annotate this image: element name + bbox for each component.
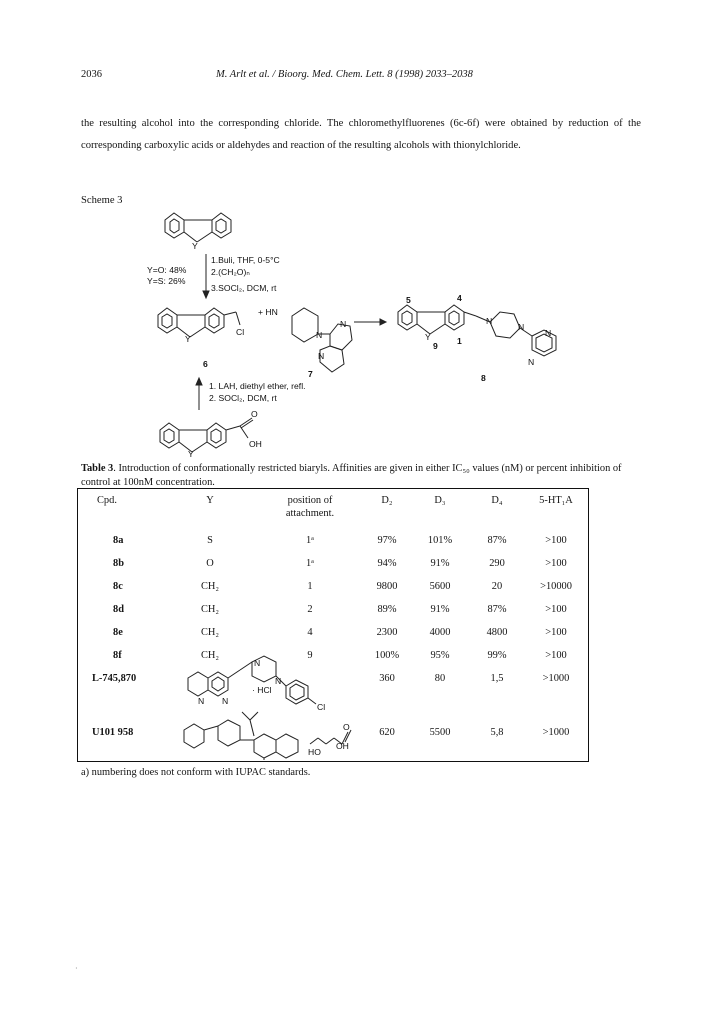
ho-label: HO xyxy=(308,747,321,757)
header-position-line1: position of xyxy=(287,495,333,506)
step-bottom-2: 2. SOCl₂, DCM, rt xyxy=(209,393,277,403)
cell-position: 1ᵃ xyxy=(305,558,315,569)
n-label-8a: N xyxy=(486,316,493,326)
scheme-y-bottom: Y xyxy=(188,449,194,459)
hcl-label: · HCl xyxy=(252,685,272,695)
scheme-y-8: Y xyxy=(425,332,431,342)
chloride-label: Cl xyxy=(236,327,245,337)
cell-5ht1a: >100 xyxy=(545,535,567,546)
table-caption xyxy=(81,462,641,490)
cell-position: 1ᵃ xyxy=(305,535,315,546)
body-paragraph: the resulting alcohol into the corresponding chloride. The chloromethylfluorenes (6c-6f) were obtained by reduction of the corresponding carboxylic acids or aldehydes and reaction of the resulting alcohols with thionylchloride. xyxy=(81,118,641,151)
yield-oxygen: Y=O: 48% xyxy=(147,265,187,275)
n-label-l745-a: N xyxy=(198,696,205,706)
compound-6-structure xyxy=(158,308,240,337)
cell-position: 1 xyxy=(307,581,313,592)
position-9: 9 xyxy=(433,341,438,351)
cell-cpd: U101 958 xyxy=(92,727,134,738)
cell-y: CH₂ xyxy=(200,627,220,638)
scheme-y-6: Y xyxy=(185,334,191,344)
cell-y: CH₂ xyxy=(200,581,220,592)
cell-d2: 360 xyxy=(379,673,395,684)
cell-d3: 91% xyxy=(430,604,450,615)
cell-d4: 99% xyxy=(487,650,507,661)
n-label-8b: N xyxy=(518,322,525,332)
header-d3: D₃ xyxy=(434,495,446,506)
n-label-l745-b: N xyxy=(222,696,229,706)
cell-5ht1a: >1000 xyxy=(542,727,570,738)
cell-d4: 5,8 xyxy=(490,727,504,738)
cell-d3: 101% xyxy=(427,535,453,546)
position-5: 5 xyxy=(406,295,411,305)
header-5ht1a: 5-HT₁A xyxy=(539,495,573,506)
cell-d4: 20 xyxy=(491,581,503,592)
step-top-3: 3.SOCl₂, DCM, rt xyxy=(211,283,277,293)
cell-5ht1a: >100 xyxy=(545,650,567,661)
cell-cpd: 8d xyxy=(113,604,124,615)
step-top-2: 2.(CH₂O)ₙ xyxy=(211,267,250,277)
header-y: Y xyxy=(206,495,214,506)
compound-8-label: 8 xyxy=(481,373,486,383)
chloride-label-l745: Cl xyxy=(317,702,326,712)
cell-d2: 9800 xyxy=(376,581,398,592)
cell-d4: 4800 xyxy=(486,627,508,638)
cell-cpd: L-745,870 xyxy=(92,673,137,684)
down-arrow-head xyxy=(203,291,209,298)
table-footnote: a) numbering does not conform with IUPAC standards. xyxy=(81,767,311,778)
cell-cpd: 8e xyxy=(113,627,123,638)
cell-d2: 100% xyxy=(374,650,400,661)
n-label-7c: N xyxy=(318,351,325,361)
cell-d2: 94% xyxy=(377,558,397,569)
compound-8-structure xyxy=(398,305,556,356)
header-position-line2: attachment. xyxy=(285,508,335,519)
running-head: M. Arlt et al. / Bioorg. Med. Chem. Lett. 8 (1998) 2033–2038 xyxy=(216,69,473,80)
header-position xyxy=(265,494,355,520)
cell-position: 9 xyxy=(307,650,313,661)
cell-d3: 80 xyxy=(434,673,446,684)
cell-y: CH₂ xyxy=(200,650,220,661)
scheme-y-top: Y xyxy=(192,241,198,251)
cell-5ht1a: >100 xyxy=(545,558,567,569)
up-arrow-head xyxy=(196,378,202,385)
cell-position: 2 xyxy=(307,604,313,615)
cell-5ht1a: >100 xyxy=(545,627,567,638)
scheme-title: Scheme 3 xyxy=(81,195,123,206)
yield-sulfur: Y=S: 26% xyxy=(147,276,186,286)
n-label-l745-d: N xyxy=(275,676,282,686)
header-cpd: Cpd. xyxy=(97,495,117,506)
header-d2: D₂ xyxy=(381,495,393,506)
step-top-1: 1.Buli, THF, 0-5°C xyxy=(211,255,280,265)
n-label-7a: N xyxy=(316,330,323,340)
cell-cpd: 8c xyxy=(113,581,123,592)
compound-6-label: 6 xyxy=(203,359,208,369)
cell-d3: 95% xyxy=(430,650,450,661)
cell-d4: 290 xyxy=(489,558,505,569)
scheme-3-drawing xyxy=(0,0,711,460)
oh-label-u101: OH xyxy=(336,741,349,751)
cell-position: 4 xyxy=(307,627,313,638)
cell-d2: 620 xyxy=(379,727,395,738)
table-caption-label: Table 3 xyxy=(81,463,114,474)
margin-mark: · xyxy=(75,964,78,973)
table-caption-text: . Introduction of conformationally restricted biaryls. Affinities are given in either IC₅₀ values (nM) or percent inhibition of control at 100nM concentration. xyxy=(81,463,622,488)
n-label-8c: N xyxy=(545,328,552,338)
cell-cpd: 8b xyxy=(113,558,124,569)
cell-5ht1a: >1000 xyxy=(542,673,570,684)
l745870-structure xyxy=(188,656,316,704)
cell-d3: 5600 xyxy=(429,581,451,592)
cell-cpd: 8a xyxy=(113,535,124,546)
top-tricycle-structure xyxy=(165,213,231,242)
cell-5ht1a: >100 xyxy=(545,604,567,615)
cell-y: CH₂ xyxy=(200,604,220,615)
compound-7-structure xyxy=(292,308,352,372)
oxygen-label: O xyxy=(251,409,258,419)
o-label-u101: O xyxy=(343,722,350,732)
header-d4: D₄ xyxy=(491,495,503,506)
cell-5ht1a: >10000 xyxy=(540,581,572,592)
position-1: 1 xyxy=(457,336,462,346)
forward-arrow-head xyxy=(380,319,386,325)
cell-d4: 87% xyxy=(487,604,507,615)
cell-y: O xyxy=(206,558,214,569)
n-label-8d: N xyxy=(528,357,535,367)
cell-y: S xyxy=(207,535,213,546)
cell-d2: 97% xyxy=(377,535,397,546)
u101958-structure xyxy=(184,712,351,760)
page-number: 2036 xyxy=(81,69,102,80)
cell-d3: 5500 xyxy=(429,727,451,738)
cell-d2: 2300 xyxy=(376,627,398,638)
n-label-7b: N xyxy=(340,319,347,329)
hydroxyl-label: OH xyxy=(249,439,262,449)
cell-d2: 89% xyxy=(377,604,397,615)
compound-7-label: 7 xyxy=(308,369,313,379)
plus-reagent: + HN xyxy=(258,307,278,317)
cell-d4: 87% xyxy=(487,535,507,546)
position-4: 4 xyxy=(457,293,462,303)
n-label-l745-c: N xyxy=(254,658,261,668)
cell-cpd: 8f xyxy=(113,650,122,661)
cell-d3: 4000 xyxy=(429,627,451,638)
cell-d3: 91% xyxy=(430,558,450,569)
cell-d4: 1,5 xyxy=(490,673,504,684)
step-bottom-1: 1. LAH, diethyl ether, refl. xyxy=(209,381,306,391)
bottom-acid-structure xyxy=(160,418,253,452)
